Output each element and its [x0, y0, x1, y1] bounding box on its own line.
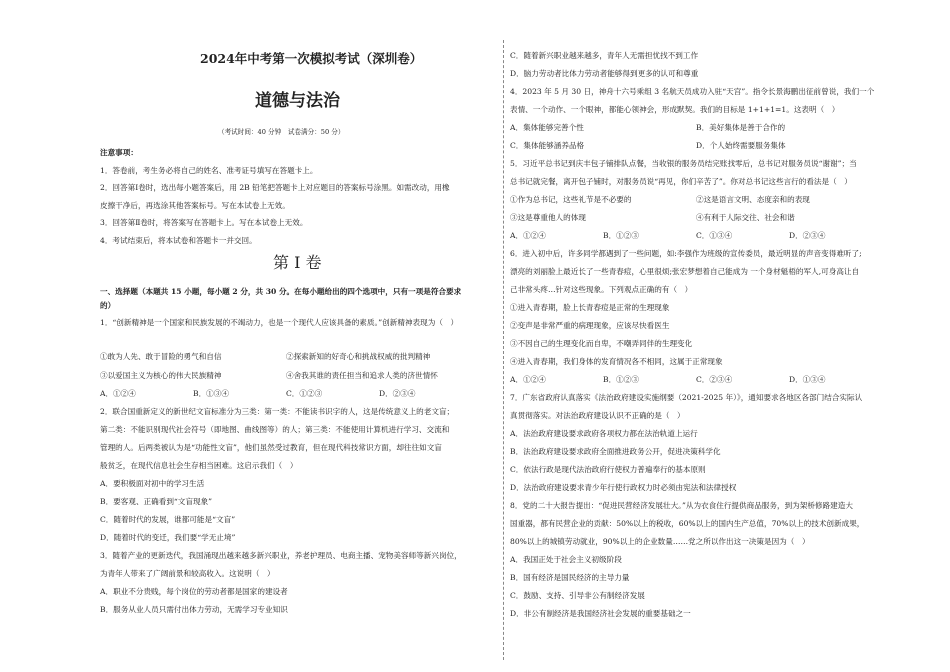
question-stem: 3．随着产业的更新迭代，我国涌现出越来越多新兴职业，养老护理员、电商主播、宠物美容师等新兴岗位，	[100, 551, 462, 560]
answer-choice: C．①②③	[286, 389, 323, 398]
answer-choice: B．①③④	[193, 389, 229, 398]
question-stem: 总书记就完餐，离开包子铺时，对服务员说“再见，你们辛苦了”。你对总书记这些言行的看法是（ ）	[510, 177, 852, 186]
answer-choice: C．①③④	[696, 231, 733, 240]
question-stem: 国重器，都有民营企业的贡献：50%以上的税收，60%以上的国内生产总值，70%以上的技术创新成果，	[510, 519, 865, 528]
statement-option: ①作为总书记，这些礼节是不必要的	[510, 195, 632, 204]
answer-choice: B．①②③	[603, 231, 639, 240]
question-stem: 真贯彻落实。对法治政府建设认识不正确的是（ ）	[510, 411, 685, 420]
answer-option: D．随着时代的变迁，我们要“学无止境”	[100, 533, 236, 542]
question-stem: 管理的人。后两类被认为是“功能性文盲”，他们虽然受过教育，但在现代科技常识方面，却往往如文盲	[100, 443, 442, 452]
answer-option: A．要积极面对初中的学习生活	[100, 479, 205, 488]
notice-item: 4．考试结束后，将本试卷和答题卡一并交回。	[100, 236, 257, 245]
section-heading: 一、选择题（本题共 15 小题，每小题 2 分，共 30 分。在每小题给出的四个选项中，只有一项是符合要求	[100, 287, 462, 296]
statement-option: ②这是语言文明、态度亲和的表现	[696, 195, 810, 204]
question-stem: 8．党的二十大报告提出：“促进民营经济发展壮大。”从为衣食住行提供商品服务，到为架桥修路建造大	[510, 501, 853, 510]
answer-option: B．服务从业人员只需付出体力劳动，无需学习专业知识	[100, 605, 288, 614]
question-stem: 80%以上的城镇劳动就业，90%以上的企业数量……党之所以作出这一决策是因为（ ）	[510, 537, 810, 546]
answer-option: B．法治政府建设要求政府全面推进政务公开，促进决策科学化	[510, 447, 721, 456]
statement-option: ④舍我其谁的责任担当和追求人类的济世情怀	[286, 371, 438, 380]
question-stem: 4．2023 年 5 月 30 日，神舟十六号乘组 3 名航天员成功入驻“天宫”。指令长景海鹏出征前曾说，我们一个	[510, 87, 875, 96]
exam-info: （考试时间：40 分钟 试卷满分：50 分）	[218, 128, 345, 136]
answer-choice: A．①②④	[100, 389, 136, 398]
answer-choice: C．②③④	[696, 375, 733, 384]
subject-title: 道德与法治	[255, 91, 340, 111]
answer-option: B．国有经济是国民经济的主导力量	[510, 573, 630, 582]
question-stem: 6．进入初中后，许多同学都遇到了一些问题，如:李强作为班级的宣传委员，最近明显的声音变得难听了;	[510, 249, 862, 258]
statement-option: ④进入青春期，我们身体的发育情况各不相同，这属于正常现象	[510, 357, 723, 366]
answer-option: C．依法行政是现代法治政府行使权力普遍奉行的基本原则	[510, 465, 706, 474]
answer-choice: A．①②④	[510, 231, 546, 240]
question-stem: 2．联合国重新定义的新世纪文盲标准分为三类：第一类：不能读书识字的人，这是传统意义上的老文盲；	[100, 407, 455, 416]
question-stem: 1．“创新精神是一个国家和民族发展的不竭动力，也是一个现代人应该具备的素质。”创新精神表现为（ ）	[100, 318, 459, 327]
answer-option: C．随着新兴职业越来越多，青年人无需担忧找不到工作	[510, 51, 699, 60]
answer-option: C．集体能够涵养品格	[510, 141, 585, 150]
answer-choice: A．①②④	[510, 375, 546, 384]
answer-option: A．我国正处于社会主义初级阶段	[510, 555, 622, 564]
answer-option: A．法治政府建设要求政府各项权力都在法治轨道上运行	[510, 429, 698, 438]
statement-option: ①进入青春期，脸上长青春痘是正常的生理现象	[510, 303, 670, 312]
answer-choice: D．②③④	[789, 231, 826, 240]
question-stem: 般贫乏，在现代信息社会生存相当困难。这启示我们（ ）	[100, 461, 298, 470]
question-stem: 漂亮的刘丽脸上最近长了一些青春痘，心里很烦;张宏梦想着自己能成为 一个身材魁梧的军人,可身高让自	[510, 267, 860, 276]
section-heading-cont: 的）	[100, 301, 116, 310]
question-stem: 表情、一个动作、一个眼神，都能心领神会，形成默契。我们的目标是 1+1+1=1。这表明（ ）	[510, 105, 840, 114]
question-stem: 7．广东省政府认真落实《法治政府建设实施纲要（2021-2025 年）》，通知要求各地区各部门结合实际认	[510, 393, 863, 402]
notice-heading: 注意事项：	[100, 148, 138, 157]
answer-choice: B．①②③	[603, 375, 639, 384]
answer-option: D．非公有制经济是我国经济社会发展的重要基础之一	[510, 609, 691, 618]
question-stem: 为青年人带来了广阔前景和较高收入。这说明（ ）	[100, 569, 275, 578]
answer-option: B．要客观、正确看到“文盲现象”	[100, 497, 213, 506]
statement-option: ③这是尊重他人的体现	[510, 213, 586, 222]
question-stem: 己非常头疼…针对这些现象。下列观点正确的有（ ）	[510, 285, 693, 294]
question-stem: 5．习近平总书记到庆丰包子铺排队点餐，当收银的服务员结完账找零后，总书记对服务员说“谢谢”；当	[510, 159, 857, 168]
volume-title: 第 I 卷	[273, 253, 322, 272]
answer-option: C．鼓励、支持、引导非公有制经济发展	[510, 591, 645, 600]
question-stem: 第二类：不能识别现代社会符号（即地图、曲线图等）的人；第三类：不能使用计算机进行学习、交流和	[100, 425, 450, 434]
notice-item: 2．回答第Ⅰ卷时，选出每小题答案后，用 2B 铅笔把答题卡上对应题目的答案标号涂黑。如需改动，用橡	[100, 183, 450, 192]
answer-option: D．法治政府建设要求青少年行使行政权力时必须由宪法和法律授权	[510, 483, 737, 492]
answer-choice: D．①③④	[789, 375, 826, 384]
answer-option: D．个人始终需要服务集体	[696, 141, 786, 150]
answer-option: D．脑力劳动者比体力劳动者能够得到更多的认可和尊重	[510, 69, 699, 78]
answer-option: B．美好集体是善于合作的	[696, 123, 786, 132]
answer-choice: D．②③④	[379, 389, 416, 398]
statement-option: ②探索新知的好奇心和挑战权威的批判精神	[286, 352, 431, 361]
column-divider	[503, 40, 504, 660]
notice-item: 皮擦干净后，再选涂其他答案标号。写在本试卷上无效。	[100, 201, 290, 210]
answer-option: A．集体能够完善个性	[510, 123, 584, 132]
notice-item: 3．回答第Ⅱ卷时，将答案写在答题卡上。写在本试卷上无效。	[100, 218, 308, 227]
answer-option: A．职业不分贵贱，每个岗位的劳动者都是国家的建设者	[100, 587, 288, 596]
answer-option: C．随着时代的发展，谁都可能是“文盲”	[100, 515, 236, 524]
statement-option: ③不因自己的生理变化而自卑，不嘲弄同伴的生理变化	[510, 339, 693, 348]
statement-option: ②变声是非常严重的病理现象，应该尽快看医生	[510, 321, 670, 330]
exam-title: 2024年中考第一次模拟考试（深圳卷）	[200, 51, 423, 66]
notice-item: 1．答卷前，考生务必将自己的姓名、准考证号填写在答题卡上。	[100, 166, 318, 175]
statement-option: ③以爱国主义为核心的伟大民族精神	[100, 371, 222, 380]
statement-option: ①敢为人先、敢于冒险的勇气和自信	[100, 352, 222, 361]
statement-option: ④有利于人际交往、社会和谐	[696, 213, 795, 222]
